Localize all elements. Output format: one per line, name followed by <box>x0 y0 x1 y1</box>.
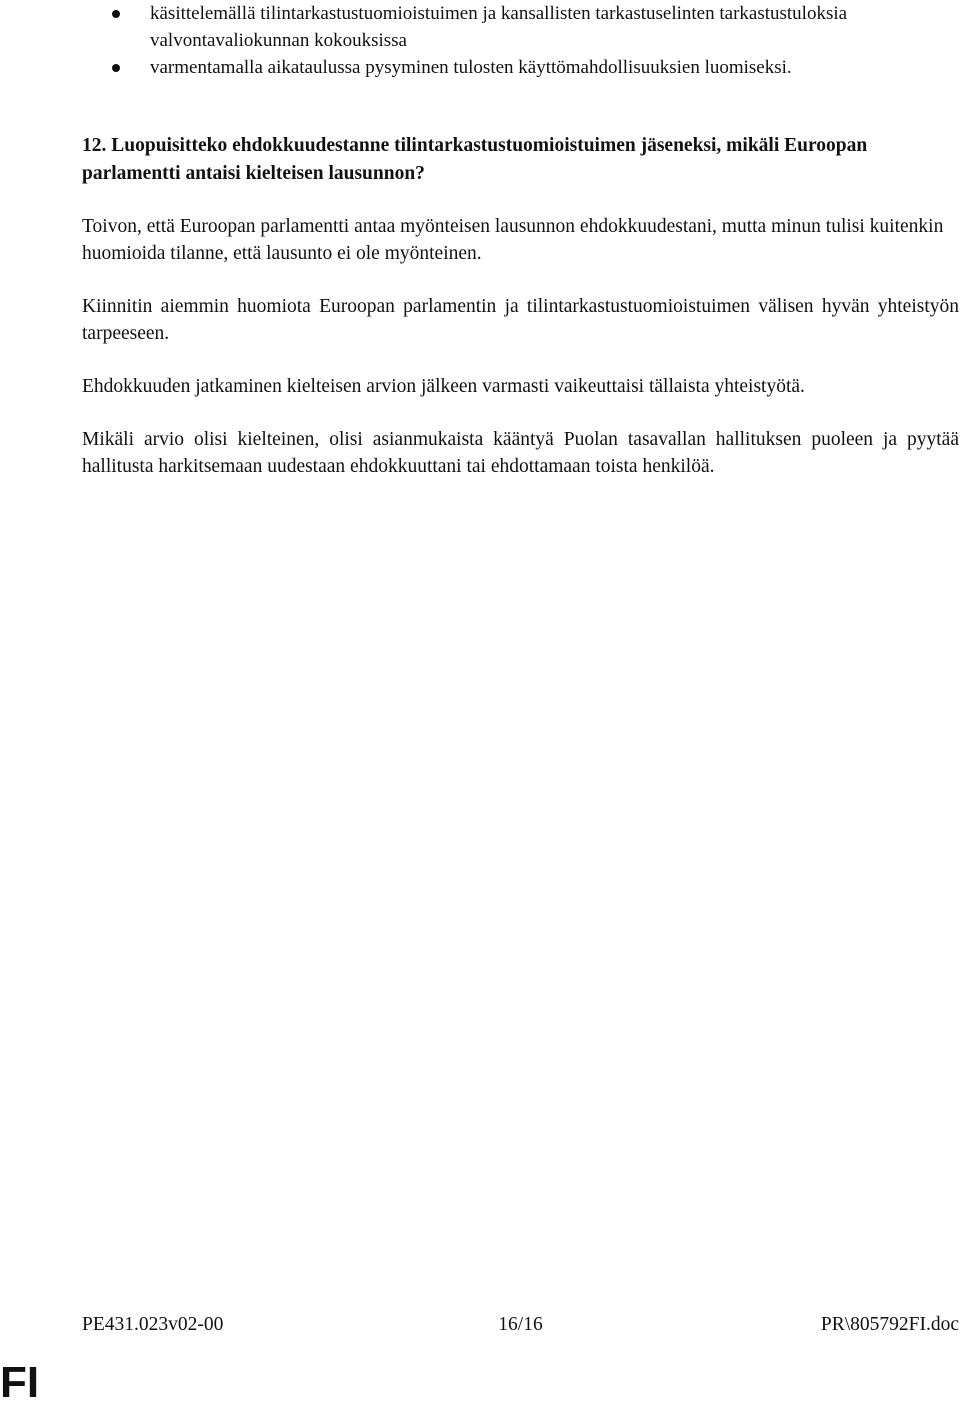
answer-paragraph: Toivon, että Euroopan parlamentti antaa myönteisen lausunnon ehdokkuudestani, mutta minun tulisi kuitenkin huomioida tilanne, että lausunto ei ole myönteinen. <box>82 216 944 264</box>
document-reference: PE431.023v02-00 <box>82 1314 224 1335</box>
bullet-icon <box>112 10 120 18</box>
bullet-icon <box>112 64 120 72</box>
question-heading: 12. Luopuisitteko ehdokkuudestanne tilintarkastustuomioistuimen jäseneksi, mikäli Euroopan parlamentti antaisi kielteisen lausunnon? <box>82 135 868 184</box>
bullet-list <box>110 0 930 81</box>
answer-paragraph: Ehdokkuuden jatkaminen kielteisen arvion jälkeen varmasti vaikeuttaisi tällaista yhteistyötä. <box>82 376 805 397</box>
file-name: PR\805792FI.doc <box>820 1314 959 1335</box>
language-code: FI <box>0 1358 40 1407</box>
page-number: 16/16 <box>498 1314 543 1335</box>
answer-paragraph: Kiinnitin aiemmin huomiota Euroopan parlamentin ja tilintarkastustuomioistuimen välisen hyvän yhteistyön tarpeeseen. <box>82 296 959 344</box>
bullet-item <box>110 54 930 81</box>
bullet-text: käsittelemällä tilintarkastustuomioistuimen ja kansallisten tarkastuselinten tarkastustuloksia valvontavaliokunnan kokouksissa <box>150 3 848 51</box>
answer-paragraph: Mikäli arvio olisi kielteinen, olisi asianmukaista kääntyä Puolan tasavallan hallituksen puoleen ja pyytää hallitusta harkitsemaan uudestaan ehdokkuuttani tai ehdottamaan toista henkilöä. <box>82 429 959 477</box>
page-footer <box>82 1311 959 1339</box>
bullet-item <box>110 0 930 54</box>
bullet-text: varmentamalla aikataulussa pysyminen tulosten käyttömahdollisuuksien luomiseksi. <box>150 57 792 78</box>
